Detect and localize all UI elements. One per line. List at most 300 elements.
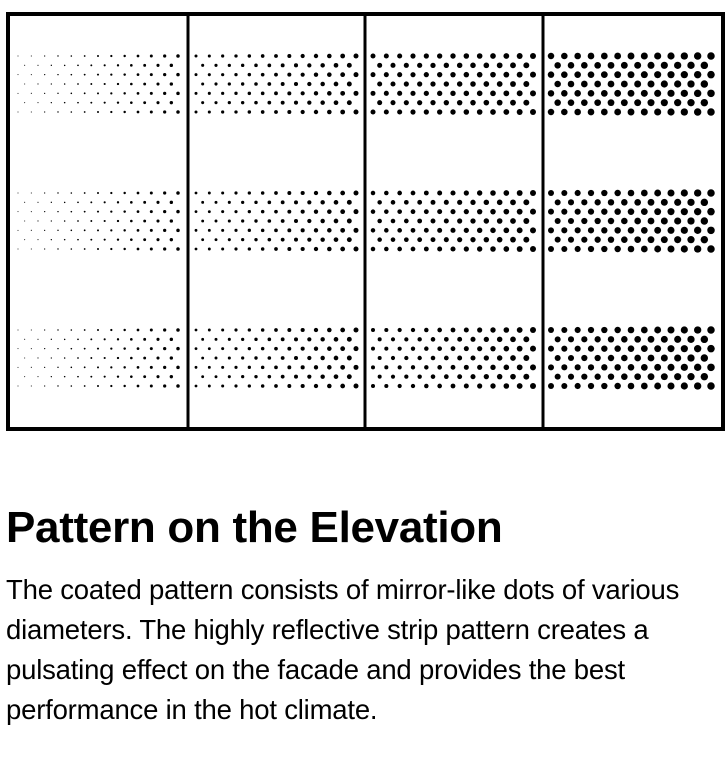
pattern-dot	[694, 382, 701, 389]
pattern-dot	[150, 192, 153, 195]
pattern-dot	[340, 247, 345, 252]
pattern-dot	[156, 375, 159, 378]
pattern-dot	[24, 83, 25, 84]
pattern-dot	[57, 93, 58, 94]
pattern-dot	[104, 64, 106, 66]
pattern-dot	[621, 62, 628, 69]
pattern-dot	[176, 229, 180, 233]
pattern-dot	[57, 385, 58, 386]
pattern-dot	[504, 327, 510, 333]
pattern-dot	[137, 347, 140, 350]
pattern-dot	[694, 108, 701, 115]
pattern-dot	[674, 236, 681, 243]
pattern-dot	[130, 83, 133, 86]
dot-band	[548, 189, 715, 253]
pattern-dot	[595, 237, 601, 243]
pattern-dot	[661, 99, 668, 106]
pattern-dot	[371, 384, 375, 388]
pattern-dot	[503, 227, 509, 233]
pattern-dot	[234, 210, 237, 213]
pattern-dot	[156, 238, 159, 241]
pattern-dot	[548, 346, 554, 352]
pattern-dot	[44, 367, 45, 368]
pattern-dot	[608, 62, 615, 69]
pattern-dot	[464, 109, 470, 115]
pattern-dot	[37, 83, 38, 84]
pattern-dot	[437, 109, 442, 114]
pattern-dot	[608, 99, 615, 106]
pattern-dot	[130, 238, 133, 241]
pattern-dot	[117, 238, 119, 240]
pattern-dot	[77, 357, 79, 359]
pattern-dot	[123, 92, 125, 94]
pattern-dot	[44, 192, 45, 193]
pattern-dot	[397, 209, 402, 214]
pattern-dot	[347, 82, 352, 87]
pattern-dot	[104, 102, 106, 104]
pattern-dot	[287, 328, 291, 332]
pattern-dot	[281, 200, 285, 204]
pattern-dot	[687, 80, 694, 87]
pattern-dot	[561, 53, 568, 60]
pattern-dot	[228, 238, 231, 241]
pattern-dot	[654, 190, 661, 197]
pattern-dot	[523, 81, 529, 87]
pattern-dot	[123, 55, 125, 57]
pattern-dot	[674, 373, 681, 380]
pattern-dot	[548, 327, 554, 333]
pattern-dot	[377, 237, 382, 242]
pattern-dot	[575, 246, 581, 252]
pattern-dot	[117, 375, 119, 377]
pattern-dot	[241, 238, 244, 241]
pattern-dot	[281, 238, 285, 242]
pattern-dot	[97, 248, 99, 250]
pattern-dot	[410, 53, 415, 58]
pattern-dot	[707, 227, 715, 235]
pattern-dot	[18, 112, 19, 113]
pattern-dot	[354, 209, 359, 214]
pattern-dot	[517, 209, 523, 215]
pattern-dot	[437, 91, 442, 96]
pattern-dot	[64, 102, 66, 104]
pattern-dot	[340, 72, 345, 77]
pattern-dot	[431, 200, 436, 205]
pattern-dot	[694, 245, 701, 252]
pattern-dot	[31, 55, 32, 56]
pattern-dot	[404, 337, 408, 341]
pattern-dot	[581, 336, 587, 342]
pattern-dot	[31, 211, 32, 212]
pattern-dot	[18, 193, 19, 194]
pattern-dot	[561, 364, 567, 370]
pattern-dot	[268, 338, 272, 342]
pattern-dot	[221, 366, 224, 369]
pattern-dot	[517, 327, 523, 333]
pattern-dot	[137, 92, 140, 95]
pattern-dot	[241, 219, 244, 222]
pattern-dot	[641, 190, 648, 197]
pattern-dot	[701, 236, 708, 243]
pattern-dot	[137, 366, 140, 369]
pattern-dot	[51, 83, 52, 84]
pattern-dot	[681, 71, 688, 78]
pattern-dot	[176, 73, 180, 77]
pattern-dot	[608, 373, 614, 379]
pattern-dot	[510, 218, 516, 224]
pattern-dot	[641, 208, 648, 215]
pattern-dot	[307, 219, 311, 223]
pattern-dot	[701, 80, 708, 87]
pattern-dot	[354, 384, 359, 389]
pattern-dot	[64, 339, 66, 341]
pattern-dot	[588, 346, 594, 352]
pattern-dot	[90, 338, 92, 340]
pattern-dot	[97, 192, 99, 194]
pattern-dot	[621, 236, 628, 243]
pattern-dot	[143, 357, 146, 360]
pattern-dot	[490, 327, 495, 332]
pattern-dot	[530, 383, 536, 389]
pattern-dot	[51, 357, 52, 358]
pattern-dot	[398, 384, 402, 388]
pattern-dot	[18, 93, 19, 94]
pattern-dot	[137, 111, 140, 114]
pattern-dot	[384, 384, 388, 388]
pattern-dot	[267, 82, 271, 86]
pattern-dot	[104, 220, 106, 222]
pattern-dot	[170, 82, 173, 85]
pattern-dot	[123, 210, 125, 212]
pattern-dot	[123, 248, 125, 250]
pattern-dot	[64, 202, 66, 204]
pattern-dot	[417, 63, 422, 68]
pattern-dot	[334, 63, 339, 68]
pattern-dot	[340, 346, 345, 351]
pattern-dot	[497, 355, 502, 360]
pattern-dot	[654, 71, 661, 78]
pattern-dot	[241, 82, 244, 85]
pattern-dot	[84, 248, 86, 250]
pattern-dot	[457, 337, 462, 342]
pattern-dot	[477, 190, 482, 195]
pattern-dot	[548, 209, 554, 215]
pattern-dot	[123, 192, 125, 194]
pattern-dot	[417, 237, 422, 242]
pattern-dot	[97, 366, 99, 368]
pattern-dot	[523, 355, 529, 361]
pattern-dot	[694, 326, 701, 333]
pattern-dot	[51, 239, 52, 240]
pattern-dot	[334, 337, 339, 342]
pattern-dot	[477, 72, 483, 78]
pattern-dot	[301, 347, 305, 351]
pattern-dot	[444, 81, 449, 86]
pattern-dot	[301, 210, 305, 214]
pattern-dot	[287, 91, 291, 95]
pattern-dot	[307, 238, 311, 242]
pattern-dot	[384, 53, 389, 58]
pattern-dot	[450, 209, 455, 214]
pattern-dot	[156, 64, 159, 67]
pattern-dot	[504, 346, 510, 352]
pattern-dot	[195, 229, 198, 232]
pattern-dot	[694, 364, 701, 371]
pattern-dot	[588, 383, 594, 389]
pattern-dot	[404, 375, 408, 379]
pattern-dot	[477, 91, 483, 97]
pattern-dot	[156, 338, 159, 341]
pattern-dot	[71, 348, 73, 350]
pattern-dot	[254, 201, 257, 204]
pattern-dot	[44, 74, 45, 75]
pattern-dot	[84, 192, 86, 194]
pattern-dot	[707, 71, 715, 79]
pattern-dot	[150, 92, 153, 95]
pattern-dot	[548, 227, 554, 233]
pattern-dot	[195, 248, 198, 251]
pattern-dot	[390, 100, 395, 105]
pattern-dot	[561, 346, 567, 352]
pattern-dot	[568, 218, 574, 224]
pattern-dot	[24, 357, 25, 358]
pattern-dot	[137, 229, 140, 232]
pattern-dot	[424, 328, 428, 332]
pattern-dot	[176, 247, 180, 251]
pattern-dot	[654, 208, 661, 215]
pattern-dot	[150, 347, 153, 350]
pattern-dot	[274, 210, 278, 214]
pattern-dot	[340, 328, 345, 333]
pattern-dot	[510, 100, 516, 106]
pattern-dot	[267, 63, 271, 67]
pattern-dot	[31, 348, 32, 349]
pattern-dot	[530, 327, 536, 333]
pattern-dot	[208, 210, 211, 213]
pattern-dot	[347, 337, 352, 342]
pattern-dot	[457, 81, 462, 86]
pattern-dot	[84, 92, 86, 94]
pattern-dot	[221, 247, 224, 250]
pattern-dot	[90, 220, 92, 222]
pattern-dot	[701, 217, 708, 224]
pattern-dot	[601, 190, 607, 196]
pattern-dot	[37, 102, 38, 103]
pattern-dot	[614, 327, 620, 333]
pattern-dot	[117, 357, 119, 359]
pattern-dot	[31, 192, 32, 193]
pattern-dot	[575, 364, 581, 370]
pattern-dot	[327, 54, 332, 59]
pattern-dot	[31, 329, 32, 330]
pattern-dot	[64, 220, 66, 222]
pattern-dot	[464, 72, 470, 78]
pattern-dot	[410, 109, 415, 114]
pattern-dot	[307, 337, 311, 341]
pattern-dot	[581, 237, 587, 243]
pattern-dot	[595, 199, 601, 205]
pattern-dot	[397, 191, 402, 196]
pattern-dot	[274, 110, 278, 114]
pattern-dot	[221, 110, 224, 113]
pattern-dot	[371, 54, 376, 59]
pattern-dot	[314, 384, 318, 388]
pattern-dot	[18, 56, 19, 57]
pattern-dot	[123, 385, 125, 387]
pattern-dot	[484, 355, 489, 360]
pattern-dot	[314, 247, 318, 251]
dot-band	[18, 328, 180, 388]
pattern-dot	[110, 92, 112, 94]
pattern-dot	[621, 81, 628, 88]
dot-band	[18, 54, 180, 114]
pattern-dot	[687, 373, 694, 380]
pattern-dot	[44, 93, 45, 94]
pattern-dot	[117, 338, 119, 340]
pattern-dot	[110, 229, 112, 231]
pattern-dot	[437, 228, 442, 233]
pattern-dot	[450, 91, 455, 96]
pattern-dot	[648, 199, 655, 206]
caption	[6, 500, 721, 730]
pattern-dot	[484, 63, 490, 69]
pattern-dot	[234, 73, 237, 76]
pattern-dot	[510, 62, 516, 68]
pattern-dot	[314, 210, 318, 214]
pattern-dot	[314, 328, 318, 332]
pattern-dot	[384, 228, 389, 233]
pattern-dot	[641, 53, 648, 60]
pattern-dot	[517, 364, 523, 370]
pattern-dot	[470, 63, 476, 69]
pattern-dot	[77, 239, 79, 241]
pattern-dot	[561, 227, 567, 233]
pattern-dot	[687, 217, 694, 224]
pattern-dot	[268, 238, 272, 242]
pattern-dot	[214, 101, 217, 104]
pattern-dot	[110, 74, 112, 76]
pattern-dot	[287, 384, 291, 388]
pattern-dot	[648, 236, 655, 243]
pattern-dot	[451, 346, 456, 351]
pattern-dot	[307, 63, 311, 67]
pattern-dot	[490, 209, 496, 215]
pattern-dot	[437, 328, 442, 333]
pattern-dot	[314, 72, 318, 76]
pattern-dot	[477, 365, 482, 370]
pattern-dot	[517, 90, 523, 96]
pattern-dot	[701, 199, 708, 206]
pattern-dot	[634, 62, 641, 69]
pattern-dot	[44, 248, 45, 249]
pattern-dot	[707, 345, 715, 353]
pattern-dot	[504, 365, 510, 371]
pattern-dot	[195, 385, 198, 388]
pattern-dot	[490, 228, 496, 234]
pattern-dot	[504, 383, 510, 389]
pattern-dot	[503, 72, 509, 78]
pattern-dot	[195, 366, 198, 369]
pattern-dot	[354, 346, 359, 351]
pattern-dot	[143, 220, 146, 223]
pattern-dot	[503, 90, 509, 96]
pattern-dot	[248, 210, 251, 213]
pattern-dot	[228, 219, 231, 222]
pattern-dot	[234, 347, 237, 350]
pattern-dot	[530, 53, 536, 59]
pattern-dot	[90, 201, 92, 203]
pattern-dot	[667, 71, 674, 78]
pattern-dot	[123, 111, 125, 113]
pattern-dot	[614, 190, 620, 196]
pattern-dot	[84, 366, 86, 368]
pattern-dot	[701, 373, 708, 380]
pattern-dot	[614, 227, 620, 233]
pattern-dot	[510, 355, 516, 361]
pattern-dot	[548, 90, 555, 97]
pattern-dot	[561, 246, 567, 252]
pattern-dot	[123, 347, 125, 349]
pattern-dot	[137, 248, 140, 251]
pattern-dot	[71, 55, 73, 57]
pattern-dot	[694, 227, 701, 234]
pattern-dot	[274, 73, 278, 77]
pattern-dot	[523, 336, 529, 342]
pattern-dot	[281, 375, 285, 379]
pattern-dot	[701, 354, 708, 361]
pattern-dot	[457, 374, 462, 379]
pattern-dot	[687, 336, 694, 343]
pattern-dot	[477, 327, 482, 332]
pattern-dot	[84, 74, 86, 76]
pattern-dot	[301, 191, 305, 195]
pattern-dot	[621, 355, 628, 362]
pattern-dot	[261, 210, 265, 214]
pattern-dot	[595, 336, 601, 342]
pattern-dot	[208, 248, 211, 251]
pattern-dot	[294, 200, 298, 204]
pattern-dot	[314, 365, 318, 369]
pattern-dot	[261, 247, 265, 251]
pattern-dot	[674, 99, 681, 106]
dot-pattern-diagram	[6, 12, 725, 431]
pattern-dot	[354, 54, 359, 59]
pattern-dot	[347, 237, 352, 242]
pattern-dot	[281, 82, 285, 86]
pattern-dot	[417, 337, 421, 341]
section-description: The coated pattern consists of mirror-like dots of various diameters. The highly reflective strip pattern creates a pulsating effect on the facade and provides the best performance in the hot climate.	[6, 574, 680, 725]
pattern-dot	[170, 201, 173, 204]
pattern-dot	[384, 209, 389, 214]
pattern-dot	[510, 336, 516, 342]
pattern-dot	[424, 91, 429, 96]
pattern-dot	[674, 336, 681, 343]
pattern-dot	[347, 374, 352, 379]
pattern-dot	[110, 385, 112, 387]
pattern-dot	[628, 71, 635, 78]
pattern-dot	[424, 365, 428, 369]
pattern-dot	[208, 366, 211, 369]
pattern-dot	[397, 91, 402, 96]
pattern-dot	[228, 201, 231, 204]
pattern-dot	[588, 227, 594, 233]
pattern-dot	[648, 355, 655, 362]
pattern-dot	[391, 200, 396, 205]
pattern-dot	[424, 346, 428, 350]
pattern-dot	[301, 365, 305, 369]
pattern-dot	[254, 219, 257, 222]
pattern-dot	[24, 65, 25, 66]
